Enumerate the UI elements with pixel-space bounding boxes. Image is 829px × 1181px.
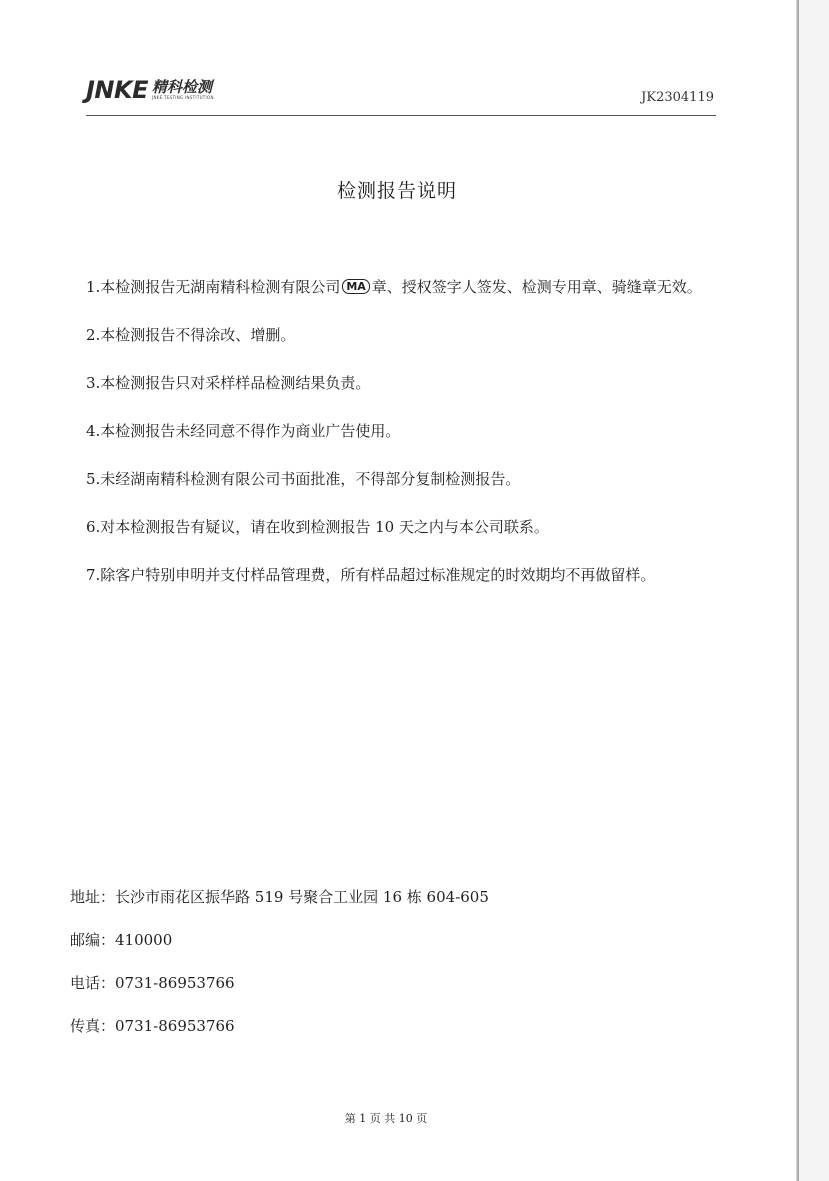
page-header bbox=[86, 76, 716, 116]
logo-english-name: JNKE TESTING INSTITUTION bbox=[152, 95, 214, 100]
logo-chinese-name: 精科检测 bbox=[152, 78, 213, 96]
logo-wordmark: JNKE bbox=[86, 76, 149, 104]
contact-postcode: 邮编：410000 bbox=[70, 931, 173, 949]
company-logo bbox=[86, 76, 214, 104]
note-item-7: 7.除客户特别申明并支付样品管理费，所有样品超过标准规定的时效期均不再做留样。 bbox=[86, 566, 656, 584]
page-title: 检测报告说明 bbox=[336, 180, 457, 202]
contact-fax: 传真：0731-86953766 bbox=[70, 1017, 235, 1035]
note-item-4: 4.本检测报告未经同意不得作为商业广告使用。 bbox=[86, 422, 401, 440]
report-notes bbox=[86, 275, 716, 587]
note-item-6: 6.对本检测报告有疑议，请在收到检测报告 10 天之内与本公司联系。 bbox=[86, 518, 549, 536]
note-item-1 bbox=[86, 275, 716, 299]
report-number: JK2304119 bbox=[641, 90, 714, 105]
note-item-2: 2.本检测报告不得涂改、增删。 bbox=[86, 326, 296, 344]
header-divider bbox=[86, 115, 716, 116]
cma-mark-icon: MA bbox=[342, 279, 369, 294]
logo-side bbox=[152, 76, 214, 101]
note-item-3: 3.本检测报告只对采样样品检测结果负责。 bbox=[86, 374, 371, 392]
contact-info bbox=[70, 885, 489, 1057]
note-item-5: 5.未经湖南精科检测有限公司书面批准，不得部分复制检测报告。 bbox=[86, 470, 521, 488]
contact-address: 地址：长沙市雨花区振华路 519 号聚合工业园 16 栋 604-605 bbox=[70, 888, 489, 906]
note-1-text-after: 章、授权签字人签发、检测专用章、骑缝章无效。 bbox=[371, 278, 702, 296]
scan-edge-line bbox=[796, 0, 799, 1181]
scan-edge-shadow bbox=[799, 0, 829, 1181]
page-footer: 第 1 页 共 10 页 bbox=[344, 1112, 428, 1125]
note-1-text-before: 1.本检测报告无湖南精科检测有限公司 bbox=[86, 278, 341, 296]
contact-phone: 电话：0731-86953766 bbox=[70, 974, 235, 992]
